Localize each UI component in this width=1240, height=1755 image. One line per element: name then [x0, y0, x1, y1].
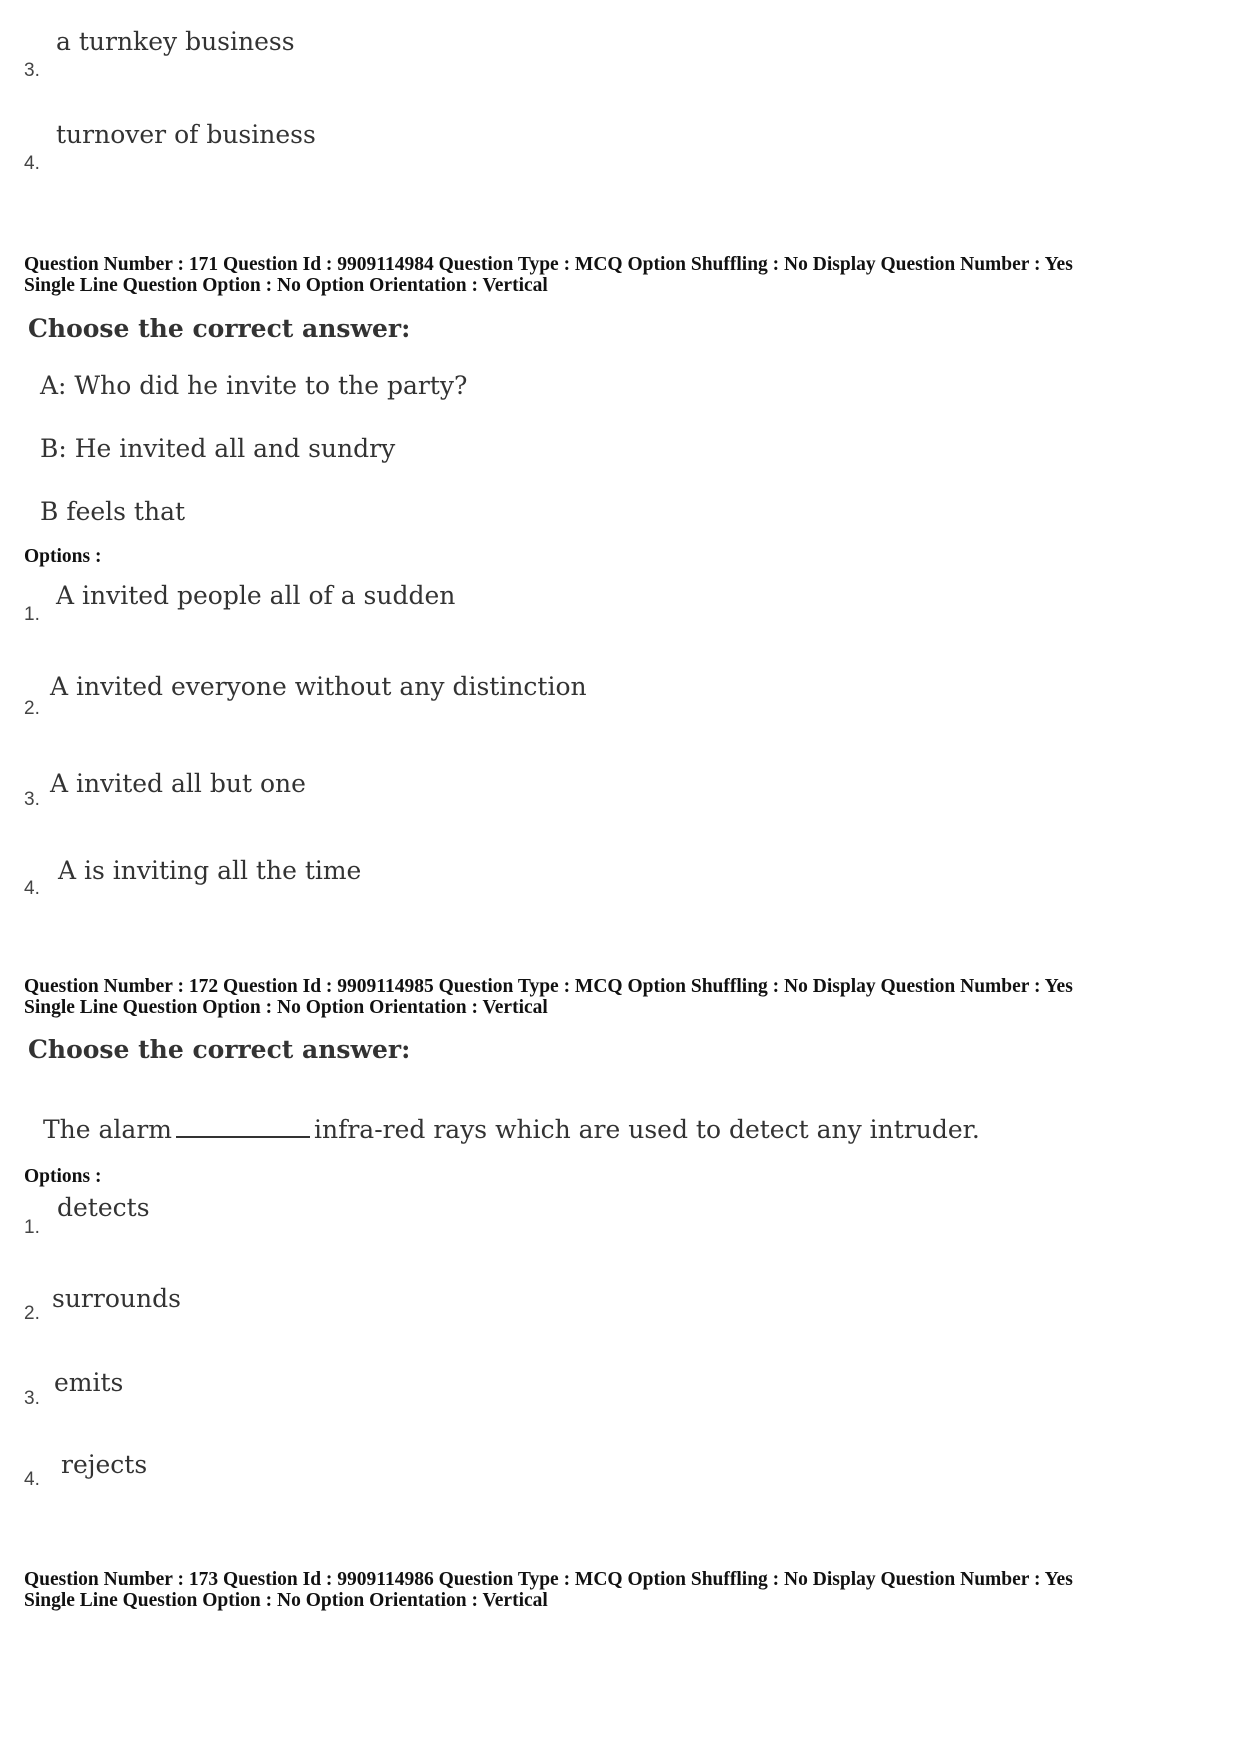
dialog-line: B: He invited all and sundry — [40, 434, 396, 463]
sentence-after-blank: infra-red rays which are used to detect any intruder. — [313, 1115, 980, 1144]
option-text[interactable]: surrounds — [52, 1284, 181, 1313]
option-number: 2. — [24, 1303, 40, 1324]
option-number: 3. — [24, 60, 40, 81]
question-meta-line1: Question Number : 172 Question Id : 9909114985 Question Type : MCQ Option Shuffling : No Display Question Number : Yes — [24, 976, 1073, 997]
question-sentence — [43, 1114, 980, 1144]
option-number: 4. — [24, 1469, 40, 1490]
answer-blank — [176, 1114, 310, 1138]
option-number: 3. — [24, 789, 40, 810]
option-text[interactable]: rejects — [61, 1450, 148, 1479]
option-text[interactable]: emits — [54, 1368, 124, 1397]
dialog-line: A: Who did he invite to the party? — [40, 371, 468, 400]
question-meta-line2: Single Line Question Option : No Option Orientation : Vertical — [24, 275, 548, 296]
option-text: a turnkey business — [56, 27, 295, 56]
option-text[interactable]: A is inviting all the time — [58, 856, 362, 885]
question-meta-line2: Single Line Question Option : No Option Orientation : Vertical — [24, 997, 548, 1018]
option-text[interactable]: A invited all but one — [50, 769, 306, 798]
option-number: 2. — [24, 698, 40, 719]
option-text: turnover of business — [56, 120, 316, 149]
option-number: 4. — [24, 878, 40, 899]
option-number: 4. — [24, 153, 40, 174]
sentence-before-blank: The alarm — [43, 1115, 172, 1144]
option-number: 1. — [24, 604, 40, 625]
dialog-line: B feels that — [40, 497, 186, 526]
options-label: Options : — [24, 1166, 102, 1187]
question-meta-line1: Question Number : 173 Question Id : 9909114986 Question Type : MCQ Option Shuffling : No Display Question Number : Yes — [24, 1569, 1073, 1590]
options-label: Options : — [24, 546, 102, 567]
option-text[interactable]: A invited people all of a sudden — [56, 581, 456, 610]
option-number: 1. — [24, 1217, 40, 1238]
question-meta-line1: Question Number : 171 Question Id : 9909114984 Question Type : MCQ Option Shuffling : No Display Question Number : Yes — [24, 254, 1073, 275]
question-instruction: Choose the correct answer: — [28, 1035, 411, 1064]
option-text[interactable]: A invited everyone without any distinction — [50, 672, 587, 701]
question-instruction: Choose the correct answer: — [28, 314, 411, 343]
option-number: 3. — [24, 1388, 40, 1409]
question-meta-line2: Single Line Question Option : No Option Orientation : Vertical — [24, 1590, 548, 1611]
option-text[interactable]: detects — [57, 1193, 150, 1222]
